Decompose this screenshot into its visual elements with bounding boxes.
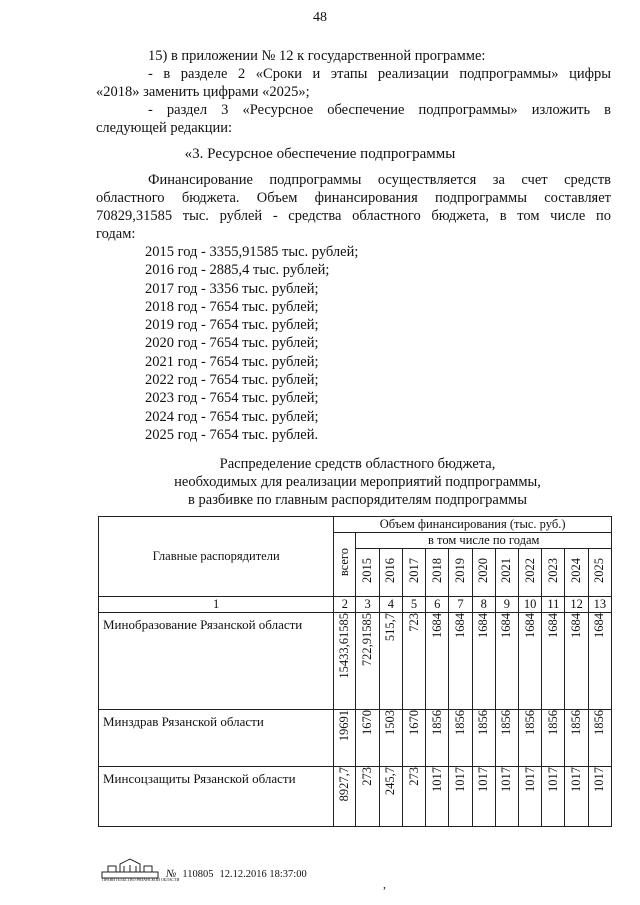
year-header: 2021: [495, 549, 518, 597]
row-value: 1856: [449, 710, 472, 767]
year-header: 2019: [449, 549, 472, 597]
column-number-row: [99, 597, 612, 613]
amendment-line-1: 15) в приложении № 12 к государственной программе:: [148, 48, 486, 64]
year-header: 2018: [426, 549, 449, 597]
row-value: 1856: [519, 710, 542, 767]
year-header: 2024: [565, 549, 588, 597]
amendment-line-5: следующей редакции:: [96, 120, 233, 136]
amendment-line-3: «2018» заменить цифрами «2025»;: [96, 84, 310, 100]
row-value: 1017: [495, 767, 518, 827]
col-number: 4: [379, 597, 402, 613]
year-header: 2025: [588, 549, 611, 597]
row-total: 19691: [334, 710, 356, 767]
col-number: 1: [99, 597, 334, 613]
year-item: 2024 год - 7654 тыс. рублей;: [145, 408, 319, 425]
row-value: 1017: [472, 767, 495, 827]
row-value: 1684: [588, 613, 611, 710]
row-value: 1856: [588, 710, 611, 767]
year-header: 2023: [542, 549, 565, 597]
amendment-line-2: - в разделе 2 «Сроки и этапы реализации подпрограммы» цифры: [148, 66, 611, 82]
col-header-volume: Объем финансирования (тыс. руб.): [334, 517, 612, 533]
row-value: 1017: [426, 767, 449, 827]
year-item: 2020 год - 7654 тыс. рублей;: [145, 335, 319, 352]
row-total: 8927,7: [334, 767, 356, 827]
page-number: 48: [313, 10, 327, 25]
row-value: 722,91585: [356, 613, 379, 710]
row-value: 1017: [542, 767, 565, 827]
row-value: 1684: [426, 613, 449, 710]
col-number: 11: [542, 597, 565, 613]
row-value: 1684: [565, 613, 588, 710]
year-item: 2017 год - 3356 тыс. рублей;: [145, 280, 319, 297]
table-caption-line-3: в разбивке по главным распорядителям подпрограммы: [188, 492, 527, 508]
col-number: 3: [356, 597, 379, 613]
col-number: 5: [402, 597, 425, 613]
financing-line-2: областного бюджета. Объем финансирования подпрограммы составляет: [96, 190, 611, 206]
year-item: 2021 год - 7654 тыс. рублей;: [145, 353, 319, 370]
row-value: 1017: [519, 767, 542, 827]
table-row: [99, 613, 612, 710]
year-header: 2022: [519, 549, 542, 597]
col-number: 6: [426, 597, 449, 613]
row-value: 515,7: [379, 613, 402, 710]
pen-mark: ,: [383, 877, 386, 891]
table-row: [99, 710, 612, 767]
row-value: 1670: [356, 710, 379, 767]
table-caption-line-1: Распределение средств областного бюджета,: [219, 456, 496, 472]
row-value: 723: [402, 613, 425, 710]
col-number: 10: [519, 597, 542, 613]
col-number: 13: [588, 597, 611, 613]
seal-text: ПРАВИТЕЛЬСТВО РЯЗАНСКОЙ ОБЛАСТИ: [102, 877, 180, 882]
row-value: 1684: [472, 613, 495, 710]
col-number: 12: [565, 597, 588, 613]
row-value: 1684: [495, 613, 518, 710]
section-title: «3. Ресурсное обеспечение подпрограммы: [184, 146, 456, 162]
row-value: 1017: [588, 767, 611, 827]
col-header-total-label: всего: [337, 548, 352, 577]
funding-table: [98, 516, 612, 827]
row-value: 1017: [565, 767, 588, 827]
col-header-main: Главные распорядители: [99, 517, 334, 597]
row-name: Минсоцзащиты Рязанской области: [99, 767, 334, 827]
table-caption-line-2: необходимых для реализации мероприятий подпрограммы,: [174, 474, 541, 490]
col-number: 8: [472, 597, 495, 613]
row-value: 1670: [402, 710, 425, 767]
row-value: 1856: [542, 710, 565, 767]
row-name: Минздрав Рязанской области: [99, 710, 334, 767]
doc-number: 110805: [182, 869, 214, 880]
row-value: 1684: [519, 613, 542, 710]
row-value: 245,7: [379, 767, 402, 827]
signature-mark: №: [166, 868, 177, 880]
year-header: 2015: [356, 549, 379, 597]
year-item: 2025 год - 7654 тыс. рублей.: [145, 426, 319, 443]
year-header: 2017: [402, 549, 425, 597]
col-header-by-years: в том числе по годам: [356, 533, 612, 549]
col-number: 2: [334, 597, 356, 613]
year-item: 2015 год - 3355,91585 тыс. рублей;: [145, 244, 359, 260]
doc-datetime: 12.12.2016 18:37:00: [219, 869, 307, 880]
year-item: 2022 год - 7654 тыс. рублей;: [145, 372, 319, 389]
table-row: [99, 767, 612, 827]
row-value: 1684: [449, 613, 472, 710]
col-number: 7: [449, 597, 472, 613]
row-value: 273: [356, 767, 379, 827]
col-number: 9: [495, 597, 518, 613]
row-value: 1503: [379, 710, 402, 767]
year-item: 2019 год - 7654 тыс. рублей;: [145, 317, 319, 334]
row-name: Минобразование Рязанской области: [99, 613, 334, 710]
financing-line-4: годам:: [96, 226, 136, 242]
financing-line-3: 70829,31585 тыс. рублей - средства областного бюджета, в том числе по: [96, 208, 611, 224]
row-value: 1856: [426, 710, 449, 767]
financing-line-1: Финансирование подпрограммы осуществляется за счет средств: [148, 172, 611, 188]
year-header: 2016: [379, 549, 402, 597]
year-allocation-list: [145, 243, 358, 444]
amendment-line-4: - раздел 3 «Ресурсное обеспечение подпрограммы» изложить в: [148, 102, 611, 118]
col-header-total: [334, 533, 356, 597]
year-item: 2018 год - 7654 тыс. рублей;: [145, 298, 319, 315]
row-value: 1856: [495, 710, 518, 767]
year-item: 2023 год - 7654 тыс. рублей;: [145, 390, 319, 407]
row-value: 1017: [449, 767, 472, 827]
year-item: 2016 год - 2885,4 тыс. рублей;: [145, 262, 330, 279]
row-total: 15433,61585: [334, 613, 356, 710]
row-value: 1856: [565, 710, 588, 767]
document-footer: [100, 858, 307, 880]
row-value: 1856: [472, 710, 495, 767]
row-value: 1684: [542, 613, 565, 710]
year-header: 2020: [472, 549, 495, 597]
row-value: 273: [402, 767, 425, 827]
